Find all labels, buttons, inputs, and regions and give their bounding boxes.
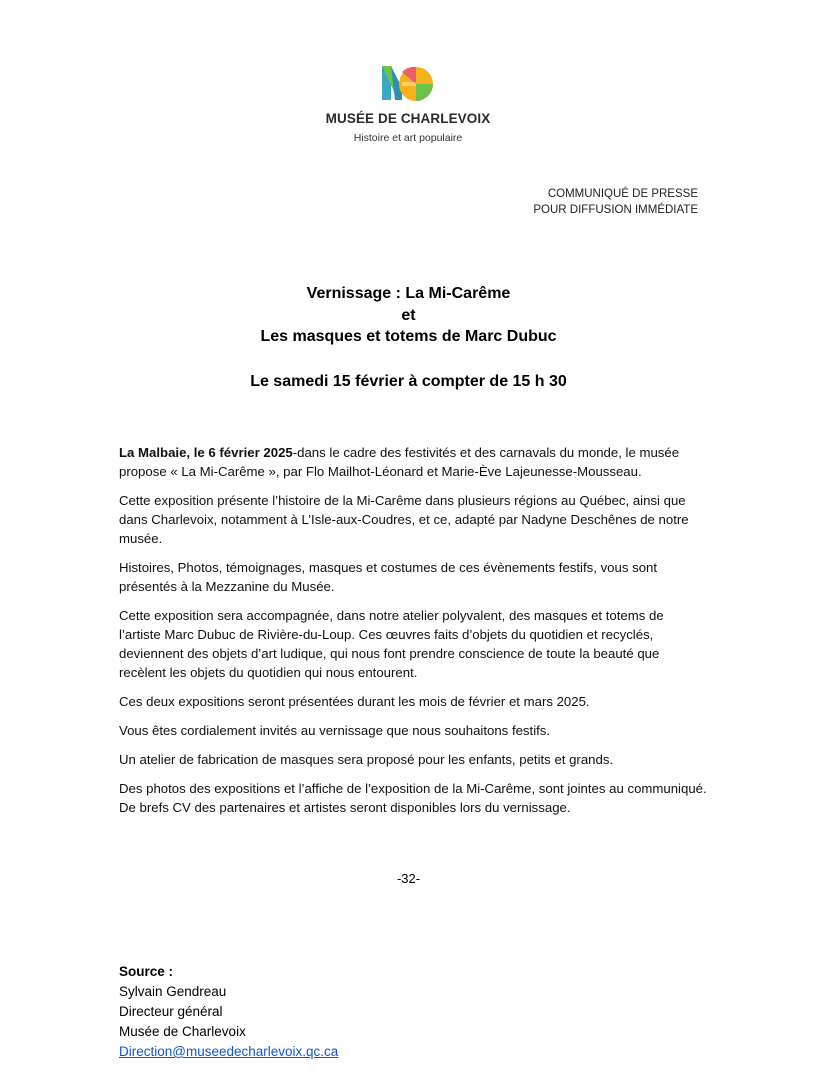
event-date: Le samedi 15 février à compter de 15 h 30 <box>250 373 567 390</box>
source-role: Directeur général <box>119 1004 223 1019</box>
museum-tagline: Histoire et art populaire <box>353 132 463 144</box>
press-notice-line-1: COMMUNIQUÉ DE PRESSE <box>547 188 698 200</box>
source-email-link[interactable]: Direction@museedecharlevoix.qc.ca <box>119 1044 339 1059</box>
paragraph-lead <box>119 443 709 481</box>
title-line-3: Les masques et totems de Marc Dubuc <box>260 328 557 345</box>
paragraph-3: Histoires, Photos, témoignages, masques et costumes de ces évènements festifs, vous sont présentés à la Mezzanine du Musée. <box>119 560 658 594</box>
paragraph-7: Un atelier de fabrication de masques sera proposé pour les enfants, petits et grands. <box>119 752 614 767</box>
source-block <box>119 962 519 1062</box>
paragraph-5: Ces deux expositions seront présentées durant les mois de février et mars 2025. <box>119 694 590 709</box>
paragraph-4: Cette exposition sera accompagnée, dans notre atelier polyvalent, des masques et totems de l’artiste Marc Dubuc de Rivière-du-Loup. Ces œuvres faits d’objets du quotidien et recyclés, deviennent des objets d’art ludique, qui nous font prendre conscience de toute la beauté que recèlent les objets du quotidien qui nous entourent. <box>119 608 664 680</box>
source-name: Sylvain Gendreau <box>119 984 227 999</box>
source-label: Source : <box>119 964 174 979</box>
museum-logo-block <box>323 40 493 158</box>
release-body <box>119 443 709 827</box>
paragraph-8: Des photos des expositions et l’affiche de l’exposition de la Mi-Carême, sont jointes au communiqué. De brefs CV des partenaires et artistes seront disponibles lors du vernissage. <box>119 781 707 815</box>
paragraph-2: Cette exposition présente l’histoire de la Mi-Carême dans plusieurs régions au Québec, ainsi que dans Charlevoix, notamment à L’Isle-aux-Coudres, et ce, adapté par Nadyne Deschênes de notre musée. <box>119 493 689 546</box>
release-title <box>0 283 817 348</box>
press-notice-line-2: POUR DIFFUSION IMMÉDIATE <box>533 204 698 216</box>
page-number: -32- <box>396 871 421 886</box>
museum-logo-icon <box>382 64 434 104</box>
source-org: Musée de Charlevoix <box>119 1024 246 1039</box>
title-line-2: et <box>401 306 416 324</box>
title-line-1: Vernissage : La Mi-Carême <box>306 285 511 302</box>
press-notice <box>533 186 698 218</box>
lead-text: -dans le cadre des festivités et des carnavals du monde, le musée propose « La Mi-Carême », par Flo Mailhot-Léonard et Marie-Ève Lajeunesse-Mousseau. <box>119 445 680 479</box>
paragraph-6: Vous êtes cordialement invités au vernissage que nous souhaitons festifs. <box>119 723 551 738</box>
museum-name: MUSÉE DE CHARLEVOIX <box>325 111 491 126</box>
lead-dateline: La Malbaie, le 6 février 2025 <box>119 445 293 460</box>
